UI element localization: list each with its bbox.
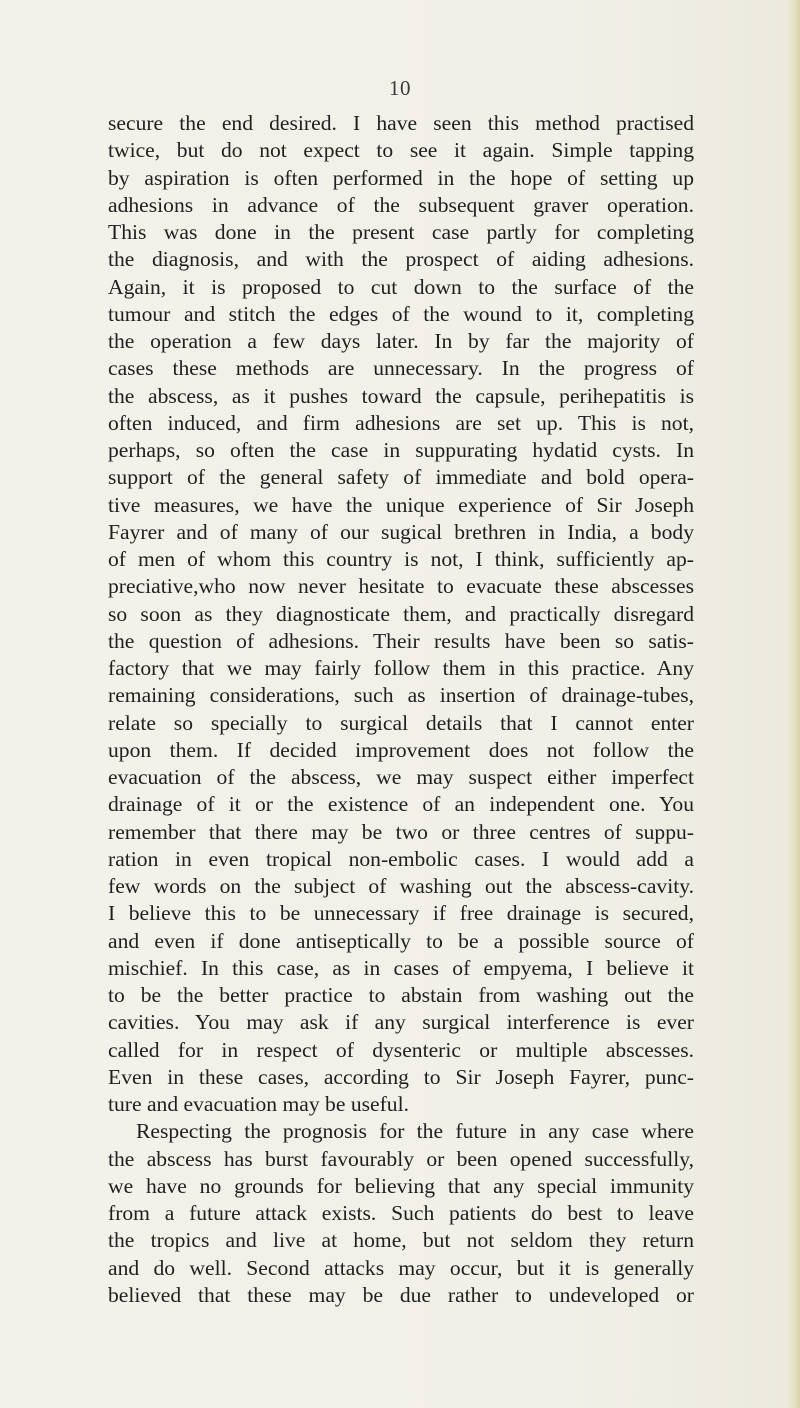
text-line: believed that these may be due rather to undeveloped or [108,1282,694,1307]
text-line: ture and evacuation may be useful. [108,1092,409,1116]
text-line: mischief. In this case, as in cases of empyema, I believe it [108,955,694,980]
text-line: the tropics and live at home, but not seldom they return [108,1228,694,1253]
text-line: factory that we may fairly follow them in this practice. Any [108,656,694,680]
text-line: twice, but do not expect to see it again. Simple tapping [108,138,694,163]
text-line: adhesions in advance of the subsequent graver operation. [108,192,694,217]
text-line: relate so specially to surgical details that I cannot enter [108,710,694,735]
text-line: of men of whom this country is not, I think, sufficiently ap- [108,547,694,571]
text-line: upon them. If decided improvement does not follow the [108,737,694,762]
text-line: Even in these cases, according to Sir Joseph Fayrer, punc- [108,1064,694,1089]
text-line: tive measures, we have the unique experience of Sir Joseph [108,492,694,517]
text-line: often induced, and firm adhesions are set up. This is not, [108,410,694,435]
text-line: the diagnosis, and with the prospect of aiding adhesions. [108,247,694,272]
text-line: by aspiration is often performed in the hope of setting up [108,165,694,190]
text-line: perhaps, so often the case in suppurating hydatid cysts. In [108,438,694,462]
text-line: ration in even tropical non-embolic cases. I would add a [108,846,694,871]
text-line: to be the better practice to abstain from washing out the [108,983,694,1007]
text-line: tumour and stitch the edges of the wound to it, completing [108,301,694,326]
text-line: secure the end desired. I have seen this method practised [108,111,694,135]
text-line: cavities. You may ask if any surgical interference is ever [108,1010,694,1035]
text-line: few words on the subject of washing out the abscess-cavity. [108,874,694,898]
text-line: the abscess, as it pushes toward the capsule, perihepatitis is [108,383,694,408]
text-line: so soon as they diagnosticate them, and practically disregard [108,601,694,626]
text-line: from a future attack exists. Such patients do best to leave [108,1201,694,1225]
text-line: support of the general safety of immediate and bold opera- [108,465,694,490]
text-line: This was done in the present case partly for completing [108,220,694,244]
text-line: preciative,who now never hesitate to evacuate these abscesses [108,574,694,599]
text-line: cases these methods are unnecessary. In the progress of [108,356,694,381]
text-line: the operation a few days later. In by far the majority of [108,329,694,353]
text-line: Respecting the prognosis for the future in any case where [136,1119,694,1144]
body-text [108,110,694,1309]
text-line: remember that there may be two or three centres of suppu- [108,819,694,844]
text-line: evacuation of the abscess, we may suspect either imperfect [108,765,694,789]
text-line: the abscess has burst favourably or been opened successfully, [108,1146,694,1171]
text-line: drainage of it or the existence of an independent one. You [108,792,694,817]
text-line: and even if done antiseptically to be a possible source of [108,928,694,953]
page-edge-shadow [786,0,800,1408]
page-number: 10 [389,76,411,100]
text-line: the question of adhesions. Their results have been so satis- [108,628,694,653]
text-line: Again, it is proposed to cut down to the surface of the [108,274,694,299]
text-line: Fayrer and of many of our sugical brethren in India, a body [108,519,694,544]
text-line: called for in respect of dysenteric or multiple abscesses. [108,1037,694,1062]
text-line: remaining considerations, such as insertion of drainage-tubes, [108,683,694,708]
text-line: I believe this to be unnecessary if free drainage is secured, [108,901,694,926]
text-line: and do well. Second attacks may occur, but it is generally [108,1255,694,1280]
text-line: we have no grounds for believing that any special immunity [108,1173,694,1198]
